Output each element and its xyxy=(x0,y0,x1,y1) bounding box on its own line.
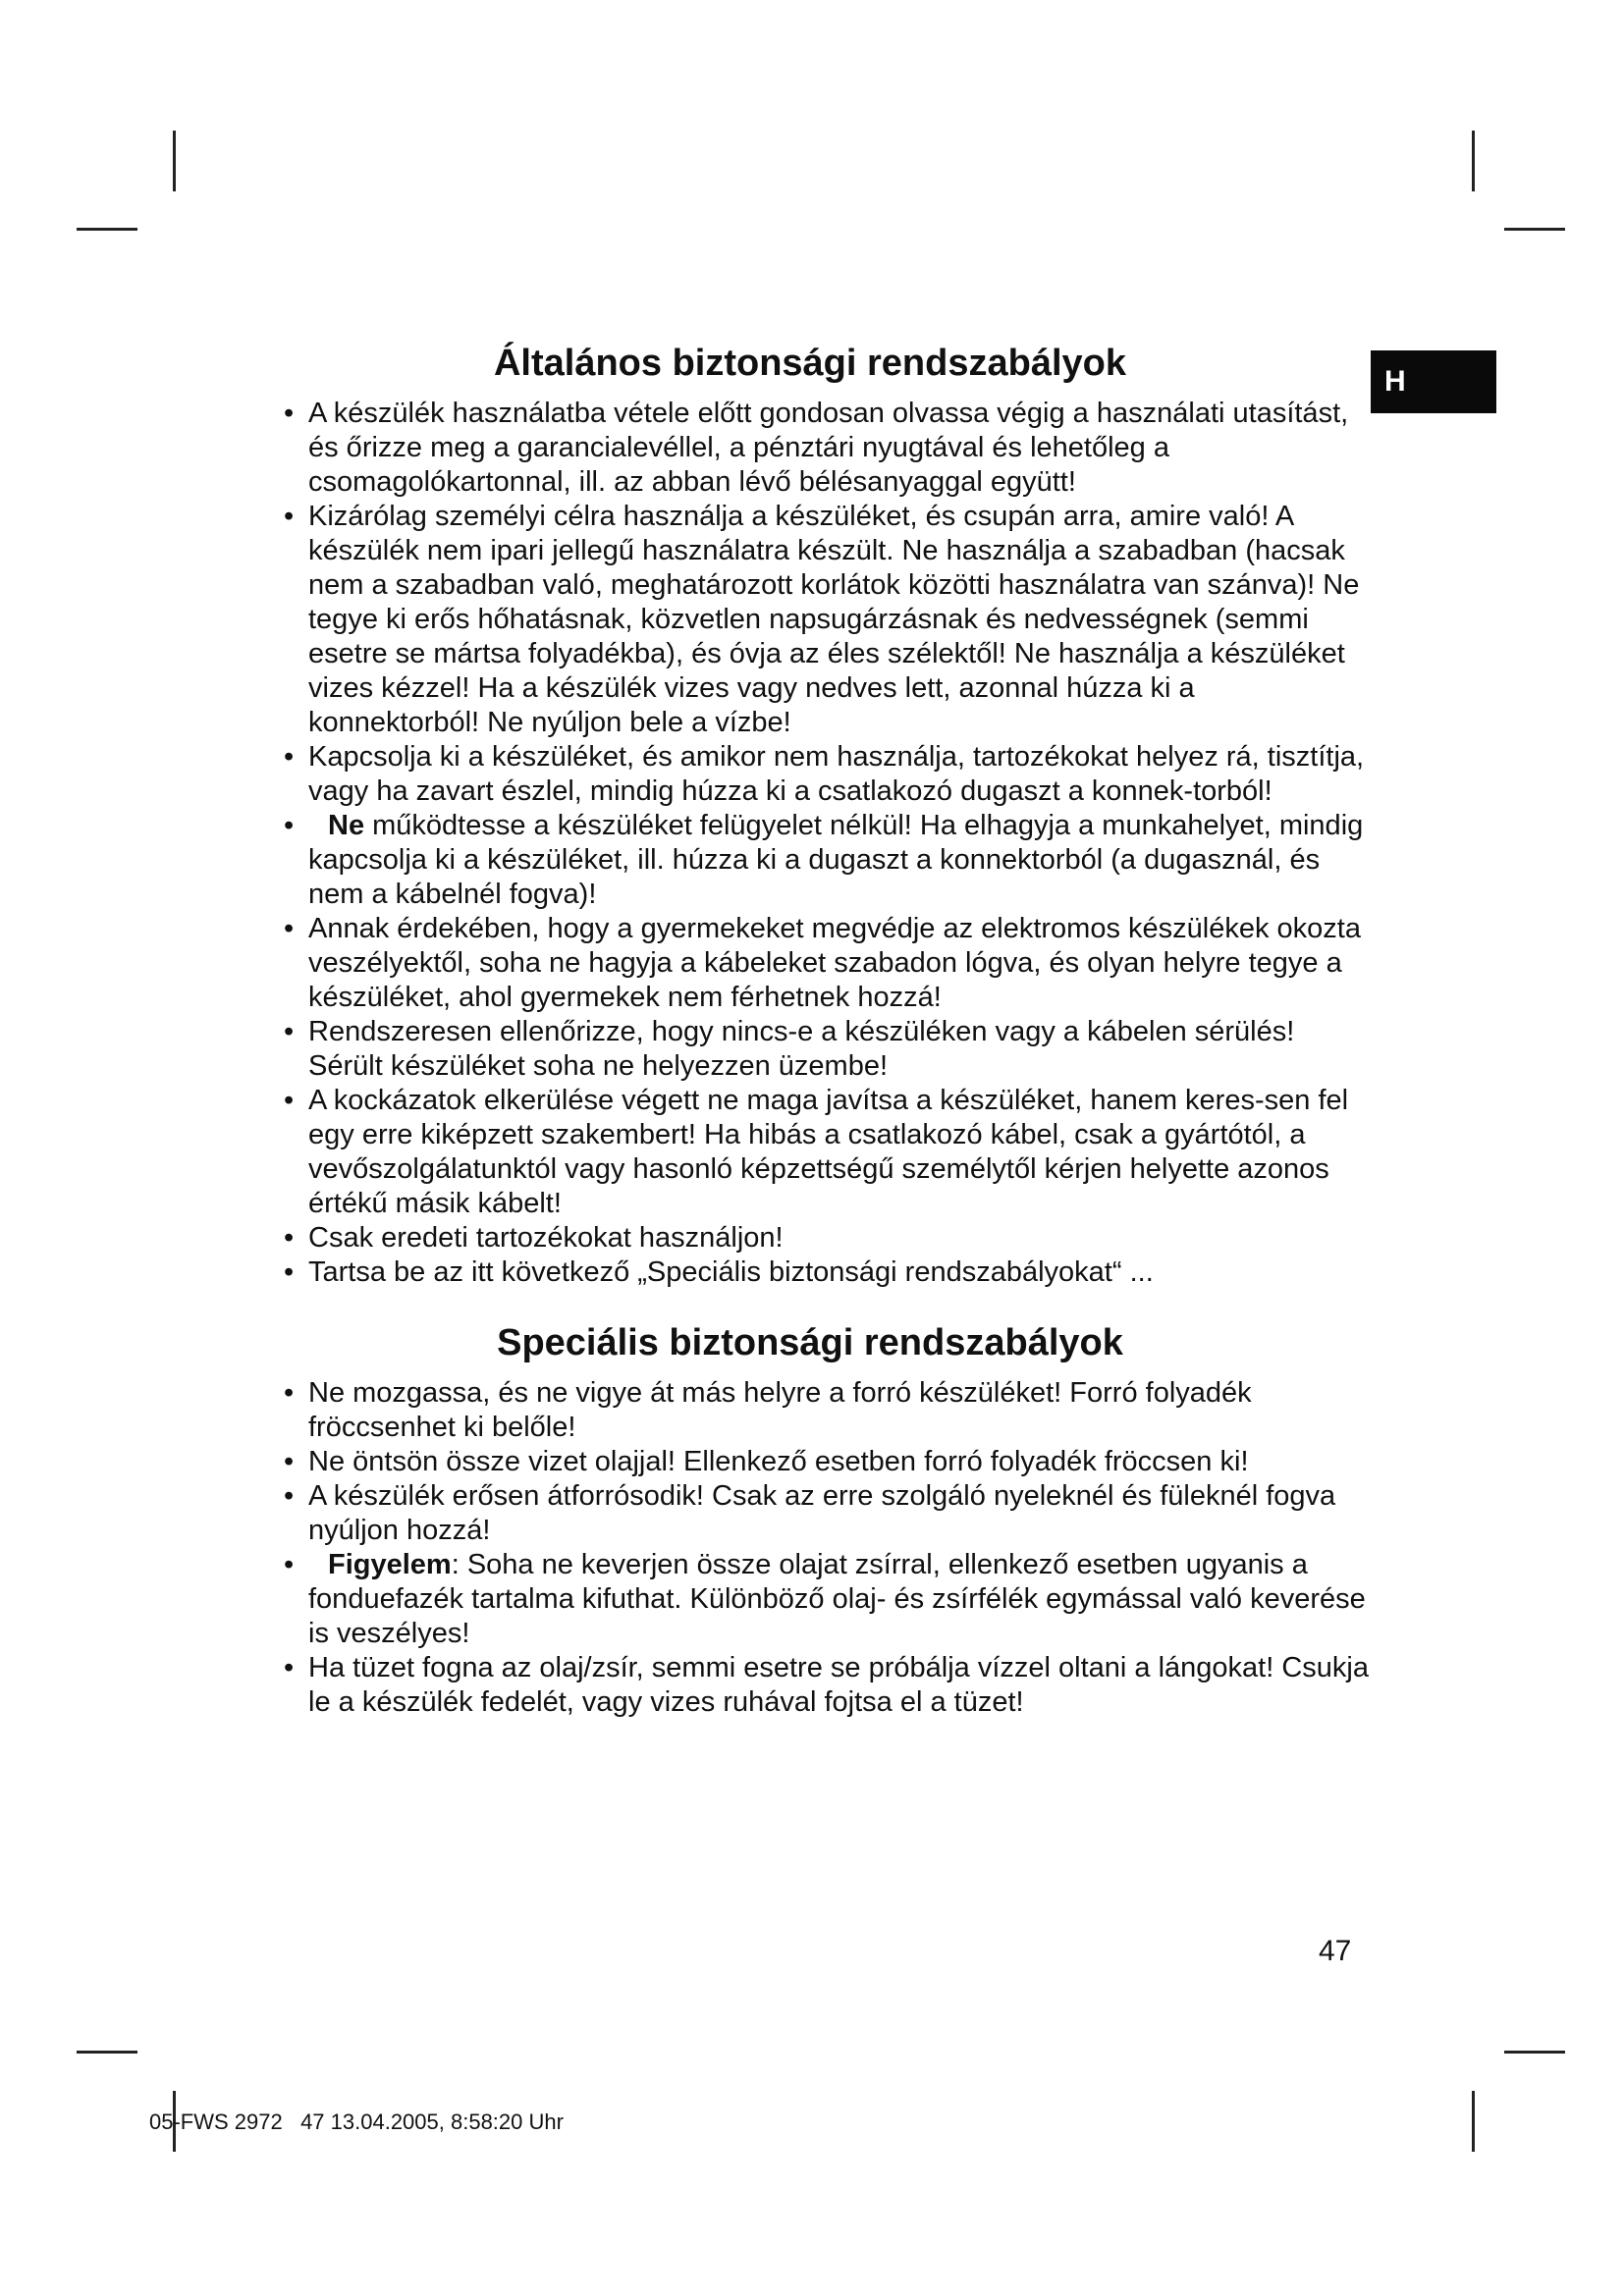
crop-mark xyxy=(173,131,176,191)
list-item: • Ha tüzet fogna az olaj/zsír, semmi esetre se próbálja vízzel oltani a lángokat! Csukja le a készülék fedelét, vagy vizes ruhával fojtsa el a tüzet! xyxy=(275,1651,1370,1720)
general-safety-list xyxy=(250,397,1370,1290)
list-item: • A készülék erősen átforrósodik! Csak az erre szolgáló nyeleknél és füleknél fogva nyúljon hozzá! xyxy=(275,1479,1370,1548)
list-item: • Csak eredeti tartozékokat használjon! xyxy=(275,1221,1370,1255)
list-item: • Ne öntsön össze vizet olajjal! Ellenkező esetben forró folyadék fröccsen ki! xyxy=(275,1445,1370,1479)
list-item: • Ne mozgassa, és ne vigye át más helyre a forró készüléket! Forró folyadék fröccsenhet ki belőle! xyxy=(275,1376,1370,1445)
crop-mark xyxy=(1472,131,1475,191)
crop-mark xyxy=(77,228,137,231)
special-safety-title: Speciális biztonsági rendszabályok xyxy=(497,1322,1123,1363)
list-item: • Kizárólag személyi célra használja a készüléket, és csupán arra, amire való! A készülék nem ipari jellegű használatra készült. Ne használja a szabadban (hacsak nem a szabadban való, meghatározott korlátok közötti használatra van szánva)! Ne tegye ki erős hőhatásnak, közvetlen napsugárzásnak és nedvességnek (semmi esetre se mártsa folyadékba), és óvja az éles szélektől! Ne használja a készüléket vizes kézzel! Ha a készülék vizes vagy nedves lett, azonnal húzza ki a konnektorból! Ne nyúljon bele a vízbe! xyxy=(275,500,1370,740)
bold-lead-word: Ne xyxy=(328,810,365,841)
list-item: • A készülék használatba vétele előtt gondosan olvassa végig a használati utasítást, és őrizze meg a garancialevéllel, a pénztári nyugtával és lehetőleg a csomagolókartonnal, ill. az abban lévő bélésanyaggal együtt! xyxy=(275,397,1370,500)
list-item-text: működtesse a készüléket felügyelet nélkül! Ha elhagyja a munkahelyet, mindig kapcsolja ki a készüléket, ill. húzza ki a dugaszt a konnektorból (a dugasznál, és nem a kábelnél fogva)! xyxy=(308,810,1364,910)
list-item: • A kockázatok elkerülése végett ne maga javítsa a készüléket, hanem keres-sen fel egy erre kiképzett szakembert! Ha hibás a csatlakozó kábel, csak a gyártótól, a vevőszolgálatunktól vagy hasonló képzettségű személytől kérjen helyette azonos értékű másik kábelt! xyxy=(275,1084,1370,1221)
list-item: • Tartsa be az itt következő „Speciális biztonsági rendszabályokat“ ... xyxy=(275,1255,1370,1290)
crop-mark xyxy=(1504,2051,1565,2054)
crop-mark xyxy=(1472,2091,1475,2152)
crop-mark xyxy=(77,2051,137,2054)
page-number: 47 xyxy=(1319,1935,1352,1967)
list-item-text: : Soha ne keverjen össze olajat zsírral, ellenkező esetben ugyanis a fonduefazék tartalma kifuthat. Különböző olaj- és zsírfélék egymással való keverése is veszélyes! xyxy=(308,1549,1366,1649)
list-item: • Kapcsolja ki a készüléket, és amikor nem használja, tartozékokat helyez rá, tisztítja, vagy ha zavart észlel, mindig húzza ki a csatlakozó dugaszt a konnek-torból! xyxy=(275,740,1370,809)
list-item: • Rendszeresen ellenőrizze, hogy nincs-e a készüléken vagy a kábelen sérülés! Sérült készüléket soha ne helyezzen üzembe! xyxy=(275,1015,1370,1084)
manual-content xyxy=(250,334,1370,1720)
general-safety-title: Általános biztonsági rendszabályok xyxy=(493,343,1127,384)
crop-mark xyxy=(1504,228,1565,231)
special-safety-list xyxy=(250,1376,1370,1720)
print-footer: 05-FWS 2972 47 13.04.2005, 8:58:20 Uhr xyxy=(149,2109,564,2134)
list-item xyxy=(275,1548,1370,1651)
language-tab: H xyxy=(1371,350,1496,413)
list-item xyxy=(275,809,1370,912)
bold-lead-word: Figyelem xyxy=(328,1549,452,1580)
list-item: • Annak érdekében, hogy a gyermekeket megvédje az elektromos készülékek okozta veszélyektől, soha ne hagyja a kábeleket szabadon lógva, és olyan helyre tegye a készüléket, ahol gyermekek nem férhetnek hozzá! xyxy=(275,912,1370,1015)
